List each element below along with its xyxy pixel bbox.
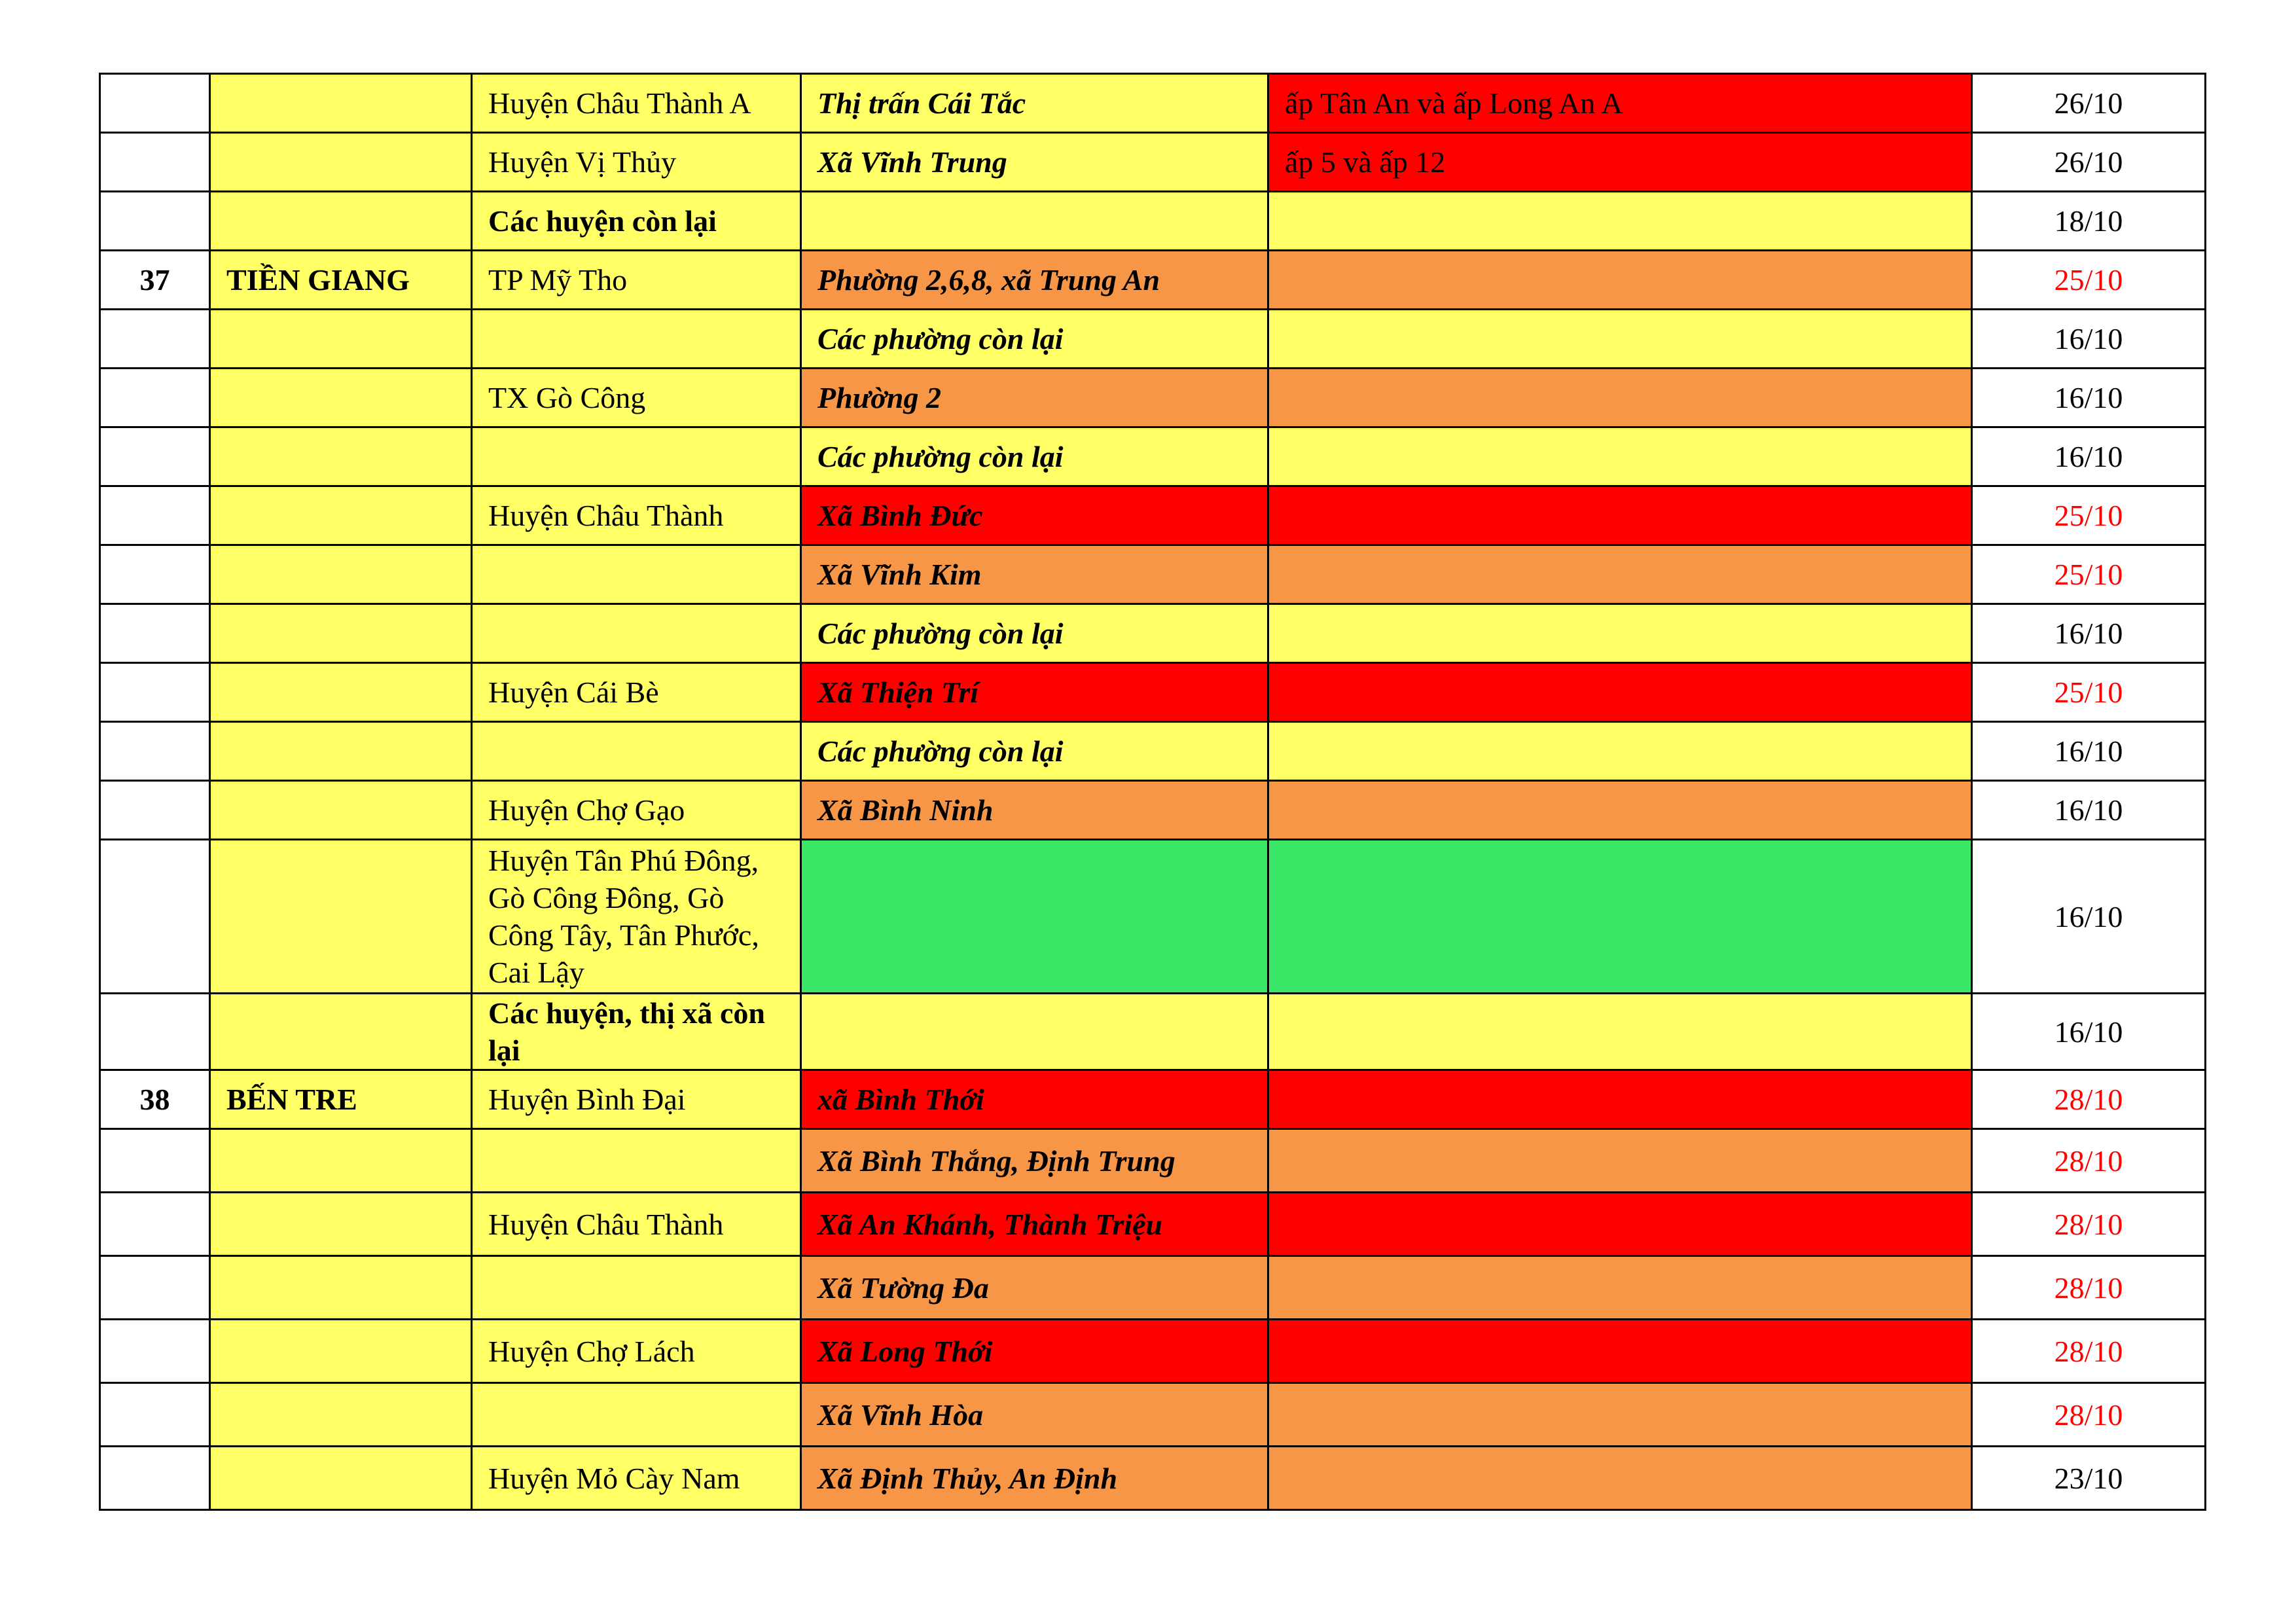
table-row — [100, 604, 2206, 663]
district-cell — [472, 427, 801, 486]
stt-cell — [100, 994, 210, 1070]
date-cell: 28/10 — [1972, 1383, 2206, 1447]
ward-cell: Xã Bình Thắng, Định Trung — [801, 1129, 1268, 1193]
province-cell — [210, 369, 472, 427]
table-row — [100, 840, 2206, 994]
ward-cell — [801, 192, 1268, 251]
hamlet-cell — [1268, 1193, 1972, 1256]
date-cell: 28/10 — [1972, 1129, 2206, 1193]
district-cell — [472, 1256, 801, 1320]
province-cell — [210, 604, 472, 663]
ward-cell: xã Bình Thới — [801, 1070, 1268, 1129]
province-cell — [210, 133, 472, 192]
province-cell — [210, 722, 472, 781]
table-body — [100, 74, 2206, 1510]
district-cell — [472, 310, 801, 369]
province-cell — [210, 1193, 472, 1256]
province-cell — [210, 1256, 472, 1320]
table-row — [100, 1193, 2206, 1256]
ward-cell: Xã Vĩnh Trung — [801, 133, 1268, 192]
hamlet-cell — [1268, 192, 1972, 251]
district-cell: Huyện Vị Thủy — [472, 133, 801, 192]
ward-cell — [801, 840, 1268, 994]
table-row — [100, 1070, 2206, 1129]
district-cell — [472, 1383, 801, 1447]
table-row — [100, 310, 2206, 369]
stt-cell — [100, 427, 210, 486]
hamlet-cell: ấp 5 và ấp 12 — [1268, 133, 1972, 192]
district-cell: Huyện Châu Thành — [472, 1193, 801, 1256]
table-row — [100, 781, 2206, 840]
ward-cell: Các phường còn lại — [801, 310, 1268, 369]
hamlet-cell — [1268, 1447, 1972, 1510]
hamlet-cell — [1268, 369, 1972, 427]
stt-cell — [100, 781, 210, 840]
province-cell — [210, 1320, 472, 1383]
hamlet-cell — [1268, 251, 1972, 310]
ward-cell: Các phường còn lại — [801, 604, 1268, 663]
hamlet-cell — [1268, 722, 1972, 781]
stt-cell — [100, 1256, 210, 1320]
hamlet-cell — [1268, 1320, 1972, 1383]
stt-cell — [100, 369, 210, 427]
district-cell: TX Gò Công — [472, 369, 801, 427]
district-cell: Các huyện còn lại — [472, 192, 801, 251]
table-row — [100, 74, 2206, 133]
province-cell — [210, 840, 472, 994]
date-cell: 16/10 — [1972, 427, 2206, 486]
ward-cell: Phường 2 — [801, 369, 1268, 427]
date-cell: 16/10 — [1972, 369, 2206, 427]
district-cell: Huyện Mỏ Cày Nam — [472, 1447, 801, 1510]
stt-cell: 38 — [100, 1070, 210, 1129]
table-row — [100, 545, 2206, 604]
ward-cell: Xã Vĩnh Kim — [801, 545, 1268, 604]
date-cell: 26/10 — [1972, 133, 2206, 192]
stt-cell: 37 — [100, 251, 210, 310]
stt-cell — [100, 663, 210, 722]
district-cell: Huyện Chợ Gạo — [472, 781, 801, 840]
date-cell: 28/10 — [1972, 1320, 2206, 1383]
district-cell: TP Mỹ Tho — [472, 251, 801, 310]
hamlet-cell — [1268, 310, 1972, 369]
hamlet-cell — [1268, 427, 1972, 486]
hamlet-cell — [1268, 1256, 1972, 1320]
province-cell — [210, 192, 472, 251]
date-cell: 16/10 — [1972, 781, 2206, 840]
date-cell: 28/10 — [1972, 1256, 2206, 1320]
district-cell: Huyện Tân Phú Đông, Gò Công Đông, Gò Công Tây, Tân Phước, Cai Lậy — [472, 840, 801, 994]
stt-cell — [100, 133, 210, 192]
province-cell — [210, 994, 472, 1070]
ward-cell: Xã Thiện Trí — [801, 663, 1268, 722]
district-cell: Các huyện, thị xã còn lại — [472, 994, 801, 1070]
date-cell: 25/10 — [1972, 663, 2206, 722]
hamlet-cell — [1268, 1383, 1972, 1447]
stt-cell — [100, 1193, 210, 1256]
province-cell: TIỀN GIANG — [210, 251, 472, 310]
hamlet-cell — [1268, 781, 1972, 840]
hamlet-cell — [1268, 840, 1972, 994]
district-cell — [472, 1129, 801, 1193]
table-row — [100, 192, 2206, 251]
date-cell: 26/10 — [1972, 74, 2206, 133]
table-row — [100, 1447, 2206, 1510]
date-cell: 16/10 — [1972, 994, 2206, 1070]
covid-zone-table — [99, 73, 2206, 1511]
ward-cell: Xã Vĩnh Hòa — [801, 1383, 1268, 1447]
stt-cell — [100, 486, 210, 545]
ward-cell: Xã Long Thới — [801, 1320, 1268, 1383]
table-row — [100, 1129, 2206, 1193]
district-cell: Huyện Chợ Lách — [472, 1320, 801, 1383]
province-cell — [210, 1447, 472, 1510]
table-row — [100, 251, 2206, 310]
province-cell — [210, 310, 472, 369]
province-cell — [210, 1129, 472, 1193]
hamlet-cell — [1268, 1070, 1972, 1129]
date-cell: 28/10 — [1972, 1070, 2206, 1129]
date-cell: 16/10 — [1972, 310, 2206, 369]
province-cell: BẾN TRE — [210, 1070, 472, 1129]
district-cell: Huyện Cái Bè — [472, 663, 801, 722]
stt-cell — [100, 604, 210, 663]
province-cell — [210, 781, 472, 840]
ward-cell: Xã Bình Đức — [801, 486, 1268, 545]
table-row — [100, 722, 2206, 781]
district-cell — [472, 545, 801, 604]
date-cell: 25/10 — [1972, 545, 2206, 604]
date-cell: 25/10 — [1972, 251, 2206, 310]
hamlet-cell — [1268, 1129, 1972, 1193]
ward-cell: Thị trấn Cái Tắc — [801, 74, 1268, 133]
table-row — [100, 133, 2206, 192]
date-cell: 28/10 — [1972, 1193, 2206, 1256]
ward-cell: Xã Bình Ninh — [801, 781, 1268, 840]
ward-cell: Các phường còn lại — [801, 722, 1268, 781]
date-cell: 25/10 — [1972, 486, 2206, 545]
stt-cell — [100, 1320, 210, 1383]
ward-cell: Xã An Khánh, Thành Triệu — [801, 1193, 1268, 1256]
table-row — [100, 1383, 2206, 1447]
date-cell: 18/10 — [1972, 192, 2206, 251]
province-cell — [210, 1383, 472, 1447]
ward-cell: Phường 2,6,8, xã Trung An — [801, 251, 1268, 310]
district-cell: Huyện Bình Đại — [472, 1070, 801, 1129]
table-row — [100, 427, 2206, 486]
stt-cell — [100, 1447, 210, 1510]
ward-cell: Các phường còn lại — [801, 427, 1268, 486]
stt-cell — [100, 192, 210, 251]
table-row — [100, 994, 2206, 1070]
stt-cell — [100, 722, 210, 781]
hamlet-cell — [1268, 994, 1972, 1070]
hamlet-cell — [1268, 545, 1972, 604]
stt-cell — [100, 1129, 210, 1193]
stt-cell — [100, 840, 210, 994]
stt-cell — [100, 74, 210, 133]
district-cell: Huyện Châu Thành A — [472, 74, 801, 133]
ward-cell — [801, 994, 1268, 1070]
hamlet-cell — [1268, 663, 1972, 722]
table-row — [100, 486, 2206, 545]
table-row — [100, 1256, 2206, 1320]
table-row — [100, 1320, 2206, 1383]
province-cell — [210, 427, 472, 486]
hamlet-cell — [1268, 486, 1972, 545]
district-cell — [472, 722, 801, 781]
table-row — [100, 369, 2206, 427]
date-cell: 23/10 — [1972, 1447, 2206, 1510]
hamlet-cell: ấp Tân An và ấp Long An A — [1268, 74, 1972, 133]
province-cell — [210, 74, 472, 133]
date-cell: 16/10 — [1972, 604, 2206, 663]
stt-cell — [100, 1383, 210, 1447]
province-cell — [210, 545, 472, 604]
district-cell: Huyện Châu Thành — [472, 486, 801, 545]
table-row — [100, 663, 2206, 722]
stt-cell — [100, 545, 210, 604]
ward-cell: Xã Định Thủy, An Định — [801, 1447, 1268, 1510]
district-cell — [472, 604, 801, 663]
stt-cell — [100, 310, 210, 369]
province-cell — [210, 663, 472, 722]
date-cell: 16/10 — [1972, 722, 2206, 781]
ward-cell: Xã Tường Đa — [801, 1256, 1268, 1320]
date-cell: 16/10 — [1972, 840, 2206, 994]
province-cell — [210, 486, 472, 545]
hamlet-cell — [1268, 604, 1972, 663]
